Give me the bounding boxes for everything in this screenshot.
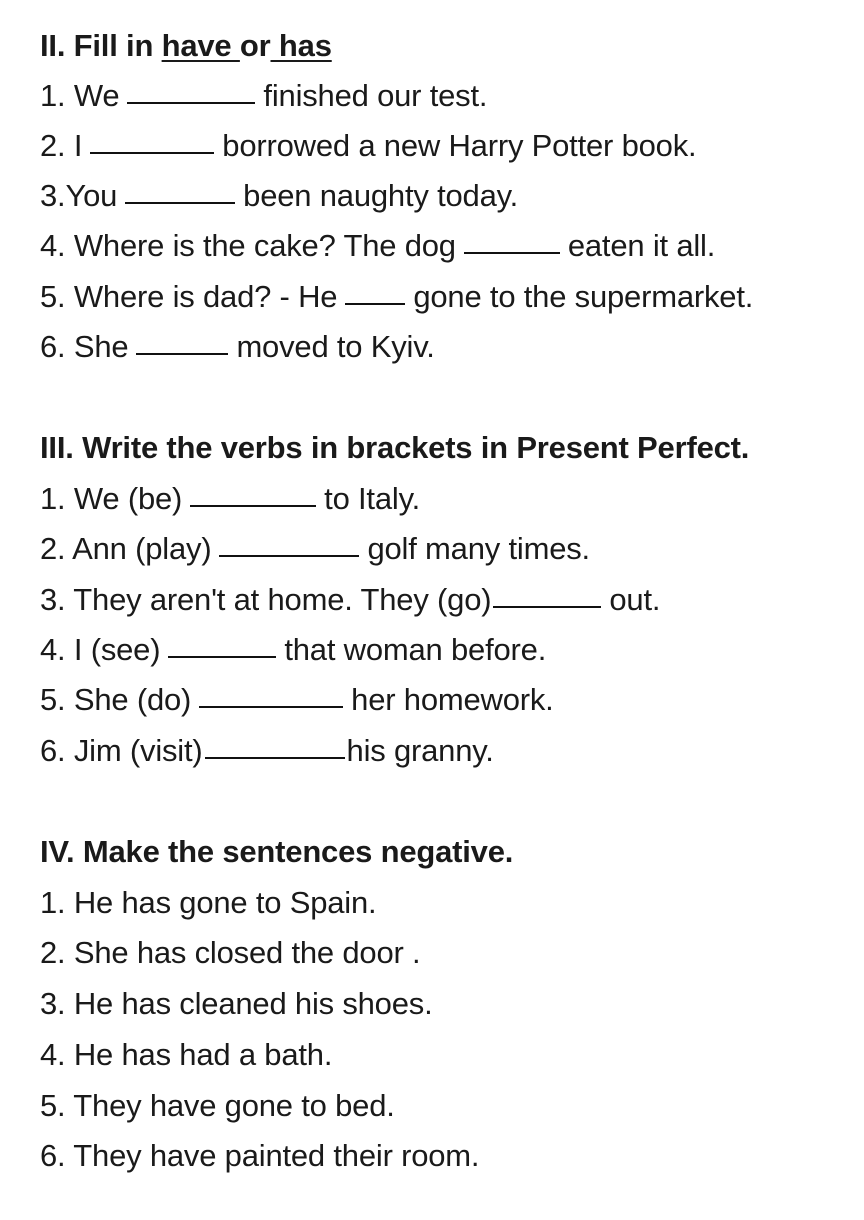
s4-item-4: 4. He has had a bath. <box>40 1037 333 1072</box>
s4-item-3: 3. He has cleaned his shoes. <box>40 986 433 1021</box>
section-4-title: IV. Make the sentences negative. <box>40 834 514 869</box>
s3-item-4-start: 4. I (see) <box>40 632 161 667</box>
word-have: have <box>161 28 240 63</box>
s2-item-2-end: borrowed a new Harry Potter book. <box>222 128 697 163</box>
title-mid: or <box>239 28 271 63</box>
s2-item-3 <box>40 180 518 211</box>
s3-item-2 <box>40 533 590 564</box>
title-prefix: II. Fill in <box>40 28 162 63</box>
s3-item-3-start: 3. They aren't at home. They (go) <box>40 582 492 617</box>
answer-blank[interactable] <box>125 202 235 204</box>
answer-blank[interactable] <box>190 505 316 507</box>
answer-blank[interactable] <box>464 252 560 254</box>
answer-blank[interactable] <box>136 353 228 355</box>
s3-item-4-end: that woman before. <box>284 632 547 667</box>
s3-item-6 <box>40 735 494 766</box>
s3-item-1 <box>40 483 420 514</box>
s3-item-3-end: out. <box>609 582 661 617</box>
s2-item-3-start: 3.You <box>40 178 118 213</box>
s2-item-5-start: 5. Where is dad? - He <box>40 279 338 314</box>
s2-item-4 <box>40 230 715 261</box>
s3-item-6-end: his granny. <box>346 733 494 768</box>
s3-item-5 <box>40 684 554 715</box>
s2-item-6 <box>40 331 435 362</box>
answer-blank[interactable] <box>127 102 255 104</box>
answer-blank[interactable] <box>219 555 359 557</box>
s2-item-3-end: been naughty today. <box>243 178 519 213</box>
s2-item-6-end: moved to Kyiv. <box>236 329 435 364</box>
s3-item-3 <box>40 584 660 615</box>
s3-item-5-end: her homework. <box>351 682 554 717</box>
s3-item-6-start: 6. Jim (visit) <box>40 733 203 768</box>
answer-blank[interactable] <box>493 606 601 608</box>
section-3-title: III. Write the verbs in brackets in Present Perfect. <box>40 430 750 465</box>
s2-item-1 <box>40 80 487 111</box>
s2-item-5-end: gone to the supermarket. <box>413 279 754 314</box>
s3-item-1-start: 1. We (be) <box>40 481 183 516</box>
s4-item-2: 2. She has closed the door . <box>40 935 421 970</box>
answer-blank[interactable] <box>205 757 345 759</box>
s2-item-6-start: 6. She <box>40 329 129 364</box>
s2-item-1-end: finished our test. <box>263 78 488 113</box>
s3-item-4 <box>40 634 546 665</box>
answer-blank[interactable] <box>168 656 276 658</box>
s3-item-1-end: to Italy. <box>324 481 420 516</box>
s4-item-6: 6. They have painted their room. <box>40 1138 480 1173</box>
s2-item-2-start: 2. I <box>40 128 83 163</box>
s2-item-1-start: 1. We <box>40 78 120 113</box>
s2-item-5 <box>40 281 753 312</box>
s2-item-4-start: 4. Where is the cake? The dog <box>40 228 456 263</box>
word-has: has <box>270 28 332 63</box>
section-2-title <box>40 30 332 61</box>
s4-item-1: 1. He has gone to Spain. <box>40 885 377 920</box>
s2-item-2 <box>40 130 696 161</box>
s3-item-2-start: 2. Ann (play) <box>40 531 212 566</box>
s3-item-2-end: golf many times. <box>367 531 590 566</box>
answer-blank[interactable] <box>90 152 214 154</box>
answer-blank[interactable] <box>199 706 343 708</box>
s4-item-5: 5. They have gone to bed. <box>40 1088 395 1123</box>
answer-blank[interactable] <box>345 303 405 305</box>
s2-item-4-end: eaten it all. <box>567 228 716 263</box>
s3-item-5-start: 5. She (do) <box>40 682 192 717</box>
